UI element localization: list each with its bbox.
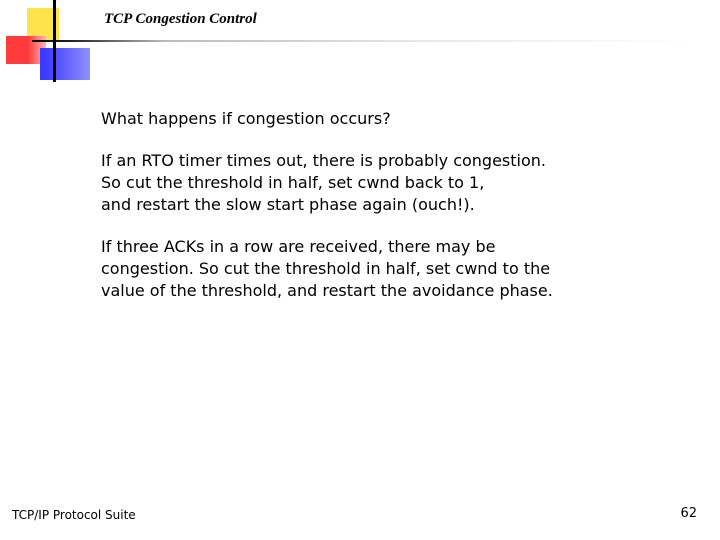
title-underline-rule bbox=[32, 40, 692, 42]
footer-source: TCP/IP Protocol Suite bbox=[12, 508, 136, 522]
paragraph-three-acks: If three ACKs in a row are received, there may be congestion. So cut the threshold in half, set cwnd to the value of the threshold, and restart the avoidance phase. bbox=[101, 237, 553, 300]
slide-body bbox=[101, 108, 691, 302]
paragraph-rto-timeout: If an RTO timer times out, there is probably congestion. So cut the threshold in half, set cwnd back to 1, and restart the slow start phase again (ouch!). bbox=[101, 151, 546, 214]
decor-blue-square bbox=[40, 48, 90, 80]
page-number: 62 bbox=[680, 506, 697, 521]
question-text: What happens if congestion occurs? bbox=[101, 109, 391, 128]
slide-title: TCP Congestion Control bbox=[104, 11, 257, 27]
decor-vertical-rule bbox=[53, 0, 56, 82]
